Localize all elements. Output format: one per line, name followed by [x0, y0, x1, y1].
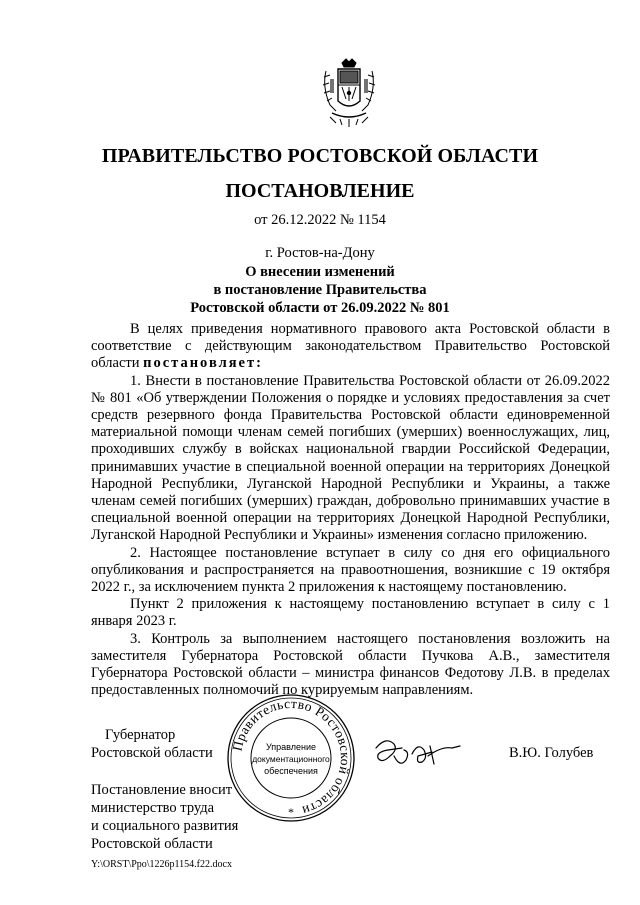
submitted-by-line: и социального развития: [91, 818, 239, 834]
submitted-by-line: Ростовской области: [91, 836, 213, 852]
submitted-by-line: Постановление вносит: [91, 782, 233, 798]
stamp-inner-line: документационного: [252, 754, 330, 764]
organization-title: ПРАВИТЕЛЬСТВО РОСТОВСКОЙ ОБЛАСТИ: [101, 145, 539, 167]
stamp-star: *: [288, 805, 294, 819]
item-1-paragraph: 1. Внести в постановление Правительства Ростовской области от 26.09.2022 № 801 «Об утверждении Положения о порядке и условиях предоставления за счет средств резервного фонда Правительства Ростовской области единовременной материальной помощи членам семей погибших (умерших) военнослужащих, лиц, проходивших службу в войсках национальной гвардии Российской Федерации, принимавших участие в специальной военной операции на территориях Донецкой Народной Республики, Луганской Народной Республики и Украины, а также членам семей погибших (умерших) граждан, добровольно принимавших участие в специальной военной операции на территориях Донецкой Народной Республики, Луганской Народной Республики и Украины» изменения согласно приложению.: [91, 372, 610, 544]
stamp-ring-text: Правительство Ростовской области: [229, 695, 354, 819]
coat-of-arms-icon: [318, 57, 380, 129]
file-path: Y:\ORST\Ppo\1226p1154.f22.docx: [91, 859, 232, 870]
handwritten-signature: [372, 734, 464, 772]
signatory-title: [91, 727, 213, 762]
item-2-paragraph: 2. Настоящее постановление вступает в силу со дня его официального опубликования и распространяется на правоотношения, возникшие с 19 октября 2022 г., за исключением пункта 2 приложения к настоящему постановлению.: [91, 544, 610, 596]
document-type: ПОСТАНОВЛЕНИЕ: [225, 180, 415, 202]
subject-line: О внесении изменений: [245, 264, 395, 280]
preamble-text: В целях приведения нормативного правового акта Ростовской области в соответствие с действующим законодательством Правительство Ростовской области: [91, 321, 610, 372]
preamble-paragraph: [91, 321, 610, 373]
item-3-paragraph: 3. Контроль за выполнением настоящего постановления возложить на заместителя Губернатора Ростовской области Пучкова А.В., заместителя Губернатора Ростовской области – министра финансов Федотову Л.В. в пределах предоставленных полномочий по курируемым направлениям.: [91, 630, 610, 699]
submitted-by-block: [91, 781, 238, 853]
subject-line: Ростовской области от 26.09.2022 № 801: [190, 300, 450, 316]
submitted-by-line: министерство труда: [91, 800, 215, 816]
document-subject: [0, 263, 640, 317]
stamp-inner-line: Управление: [265, 742, 317, 752]
decree-word: постановляет:: [143, 355, 263, 372]
document-date-number: от 26.12.2022 № 1154: [254, 212, 386, 228]
official-stamp: [225, 692, 357, 824]
item-2-note-paragraph: Пункт 2 приложения к настоящему постановлению вступает в силу с 1 января 2023 г.: [91, 596, 610, 630]
document-city: г. Ростов-на-Дону: [265, 245, 375, 261]
signatory-name: В.Ю. Голубев: [509, 745, 594, 761]
signatory-title-line: Ростовской области: [91, 744, 213, 761]
stamp-inner-line: обеспечения: [264, 766, 318, 776]
signatory-title-line: Губернатор: [105, 727, 176, 743]
document-body: [91, 321, 610, 699]
subject-line: в постановление Правительства: [213, 282, 427, 298]
